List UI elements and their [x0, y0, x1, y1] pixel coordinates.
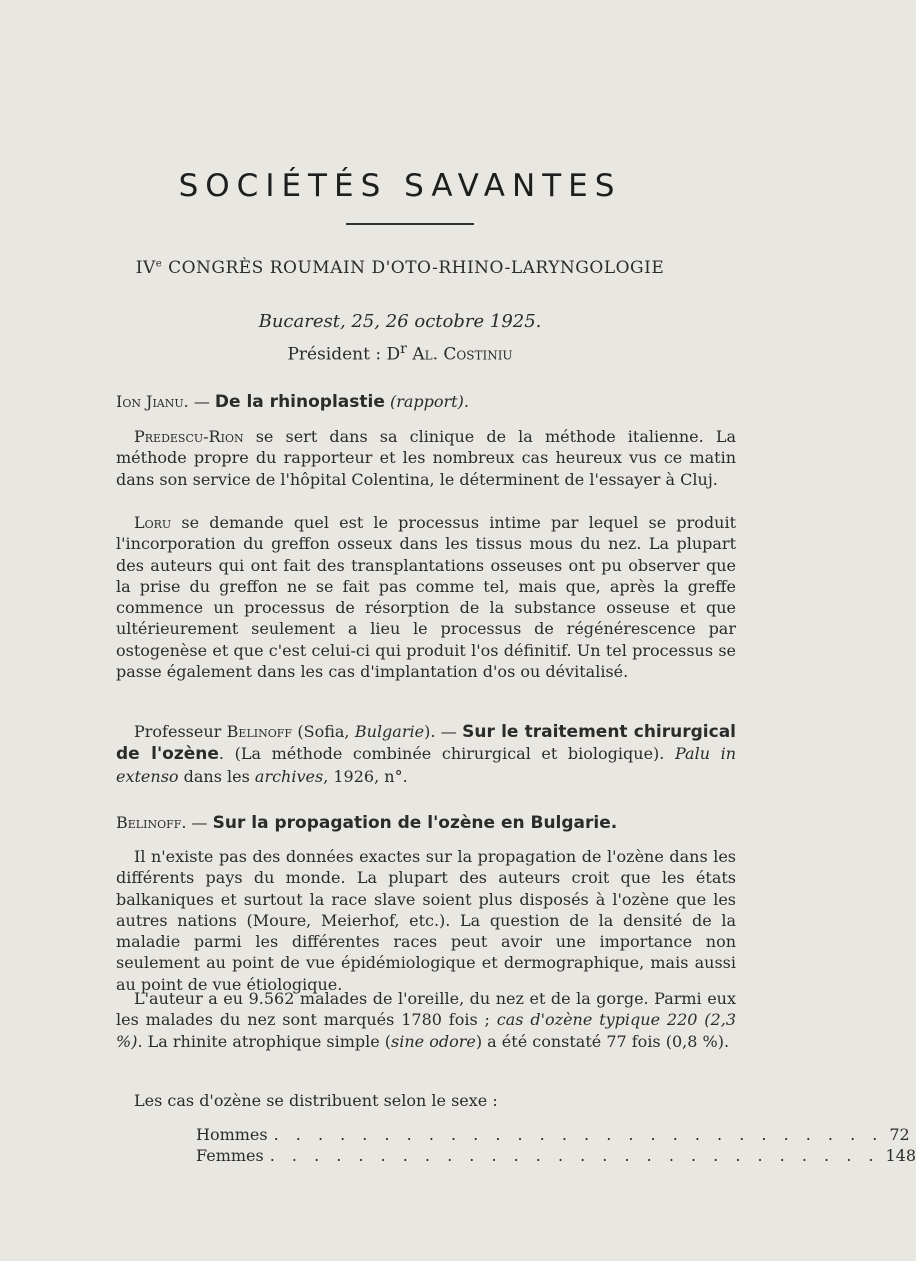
section-heading [116, 812, 736, 834]
paragraph-loru [116, 512, 736, 682]
paragraph-body: se sert dans sa clinique de la méthode italienne. La méthode propre du rapporteur et les nombreux cas heureux vus ce matin dans son service de l'hôpital Colentina, le déterminent de l'essayer à Cluj. [116, 427, 736, 489]
row-label: Femmes [196, 1146, 264, 1165]
president-line [0, 341, 800, 365]
president-name: Al. Costiniu [412, 344, 513, 365]
section-note: (rapport). [384, 392, 469, 411]
prefix: Professeur [134, 722, 227, 741]
paragraph-belinoff-treatment [116, 721, 736, 787]
table-row [196, 1124, 910, 1145]
congress-name: CONGRÈS ROUMAIN D'OTO-RHINO-LARYNGOLOGIE [168, 258, 665, 278]
leader-dots: . . . . . . . . . . . . . . . . . . . . . . . . . . . . [273, 1125, 884, 1144]
text: (Sofia, [292, 722, 355, 741]
place-date: Bucarest, 25, 26 octobre 1925. [258, 311, 542, 332]
section-heading [116, 391, 736, 413]
row-value: 148 [885, 1146, 916, 1165]
text: ) a été constaté 77 fois (0,8 %). [475, 1031, 730, 1051]
paragraph-sex-intro [116, 1090, 736, 1111]
text: dans les [178, 766, 255, 786]
paragraph-text: Les cas d'ozène se distribuent selon le sexe : [134, 1091, 498, 1110]
paragraph-text [116, 988, 736, 1052]
paragraph-text: Il n'existe pas des données exactes sur la propagation de l'ozène dans les différents pays du monde. La plupart des auteurs croit que les états balkaniques et surtout la race slave soient plus disposés à l'ozène que les autres nations (Moure, Meierhof, etc.). La question de la densité de la maladie parmi les différentes races peut avoir une importance non seulement au point de vue épidémiologique et dermographique, mais aussi au point de vue étiologique. [116, 847, 736, 994]
archives: archives [254, 766, 324, 786]
place: Bulgarie [354, 722, 425, 741]
paragraph-text [116, 721, 736, 787]
paragraph-statistics [116, 988, 736, 1052]
leader-dots: . . . . . . . . . . . . . . . . . . . . . . . . . . . . [269, 1146, 880, 1165]
table-row [196, 1145, 916, 1166]
section-propagation [116, 812, 736, 834]
dash: — [188, 392, 215, 411]
section-title: De la rhinoplastie [214, 392, 385, 412]
speaker-name: Belinoff [226, 722, 293, 741]
section-title: Sur la propagation de l'ozène en Bulgarie. [212, 813, 618, 833]
text: . La rhinite atrophique simple ( [137, 1031, 392, 1051]
row-label: Hommes [196, 1125, 268, 1144]
paragraph-body: se demande quel est le processus intime par lequel se produit l'incorporation du greffon osseux dans les tissus mous du nez. La plupart des auteurs qui ont fait des transplantations osseuses ont pu observer que la prise du greffon ne se fait pas comme tel, mais que, après la greffe commence un processus de résorption de la substance osseuse et que ultérieurement seulement a lieu le processus de régénérescence par ostogenèse et que c'est celui-ci qui produit l'os définitif. Un tel processus se passe également dans les cas d'implantation d'os ou dévitalisé. [116, 513, 736, 682]
title-rule [346, 223, 474, 225]
paragraph-propagation [116, 846, 736, 995]
paper-title: Sur le traitement chirurgical de l'ozène [116, 722, 737, 765]
palu-note: Palu in extenso [116, 744, 737, 786]
text: L'auteur a eu 9.562 malades de l'oreille, du nez et de la gorge. Parmi eux les malades du nez sont marqués 1780 fois ; [116, 989, 736, 1030]
text: . (La méthode combinée chirurgical et biologique). [218, 744, 675, 764]
typical-cases: cas d'ozène typique 220 (2,3 %) [116, 1010, 736, 1051]
page-title: SOCIÉTÉS SAVANTES [178, 168, 622, 204]
sex-distribution-table [196, 1124, 916, 1166]
paragraph-text [116, 426, 736, 490]
president-label: Président : D [287, 344, 401, 365]
speaker-name: Predescu-Rion [134, 427, 244, 446]
congress-heading [0, 258, 800, 278]
text: ). — [424, 722, 463, 741]
congress-ordinal: IV [135, 258, 156, 278]
text: , 1926, n°. [323, 766, 408, 786]
author-name: Belinoff. [116, 813, 187, 832]
row-value: 72 [889, 1125, 910, 1144]
speaker-name: Loru [134, 513, 172, 532]
paragraph-text [116, 512, 736, 682]
author-name: Ion Jianu. [116, 392, 189, 411]
sine-odore: sine odore [391, 1031, 476, 1051]
congress-ordinal-sup: e [155, 258, 163, 270]
president-sup: r [400, 341, 407, 357]
paragraph-predescu [116, 426, 736, 490]
dash: — [186, 813, 213, 832]
section-rhinoplastie [116, 391, 736, 413]
